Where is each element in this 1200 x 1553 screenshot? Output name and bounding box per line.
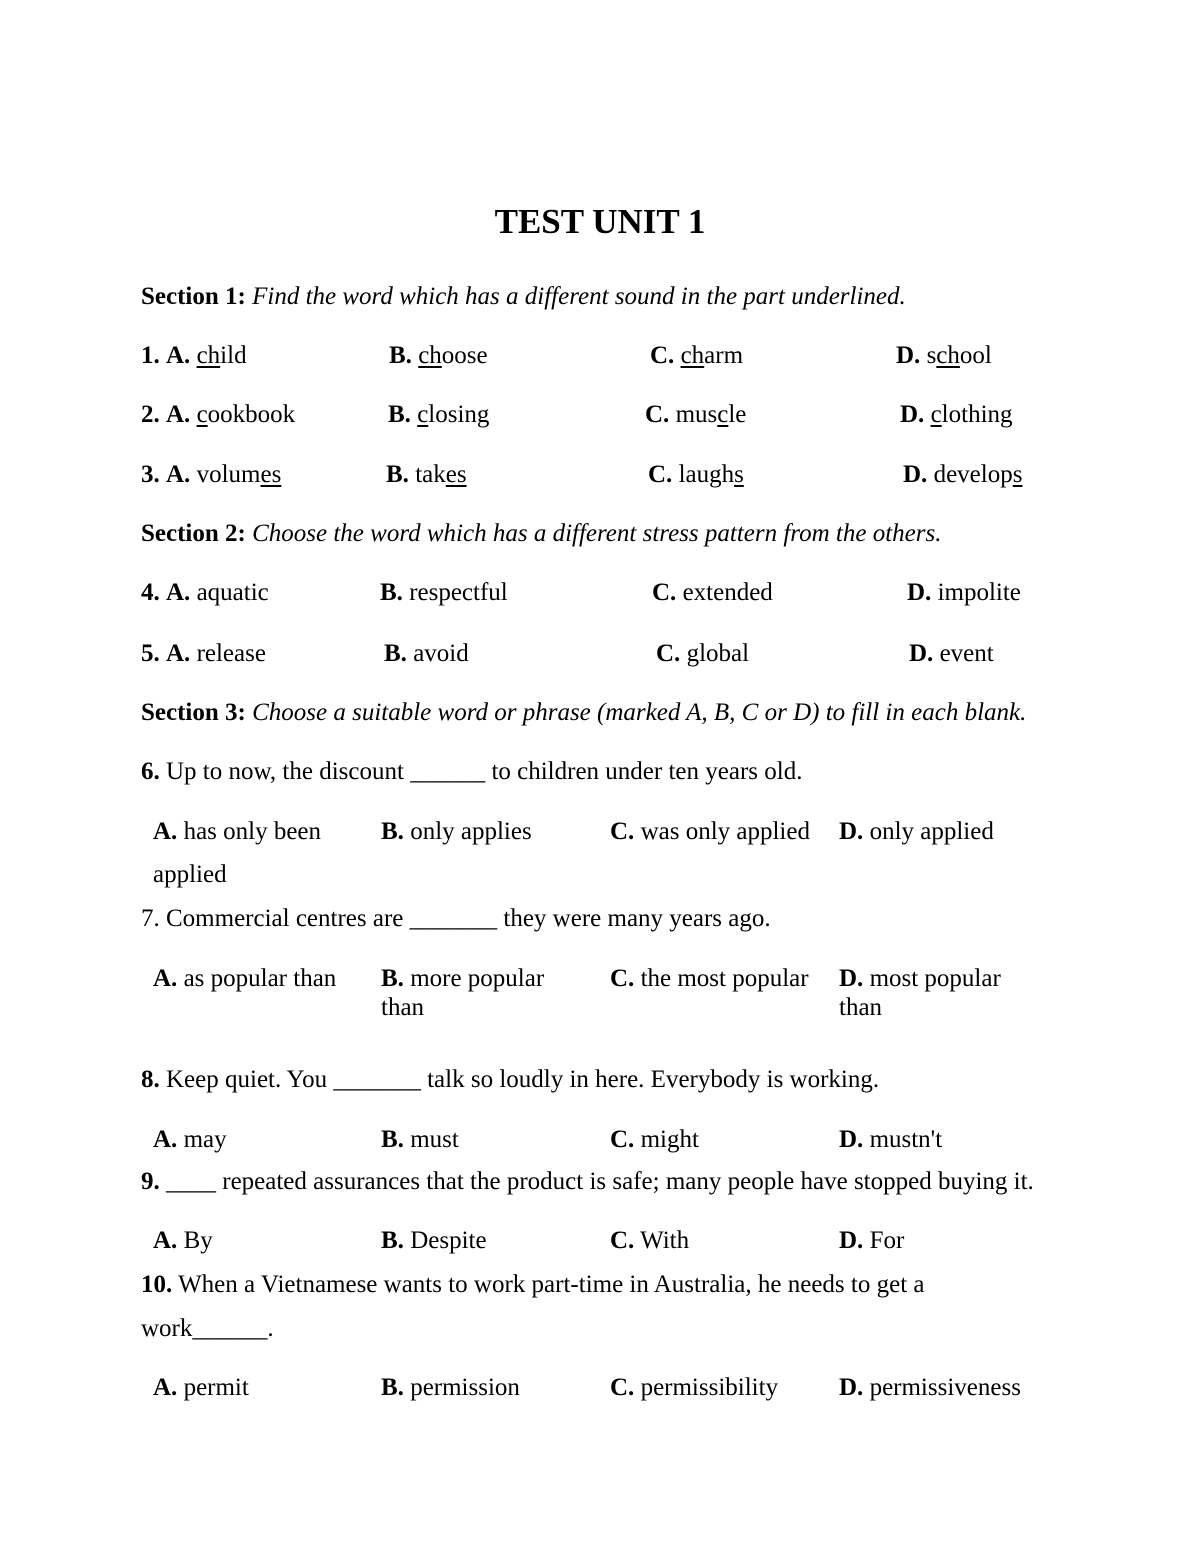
option-text: impolite bbox=[937, 579, 1021, 606]
question-9-option-c bbox=[610, 1227, 689, 1255]
question-1-option-d bbox=[896, 342, 992, 370]
section-label: Section 3: bbox=[141, 699, 246, 726]
option-letter: C. bbox=[656, 640, 681, 667]
question-2-option-b bbox=[388, 401, 489, 429]
option-letter: D. bbox=[839, 1227, 864, 1254]
option-text: By bbox=[183, 1227, 213, 1254]
page-title: TEST UNIT 1 bbox=[494, 202, 706, 241]
option-letter: D. bbox=[839, 818, 864, 845]
question-number: 10. bbox=[141, 1271, 173, 1298]
option-text: may bbox=[183, 1126, 227, 1153]
option-letter: B. bbox=[381, 818, 404, 845]
option-letter: A. bbox=[166, 342, 191, 369]
option-letter: A. bbox=[153, 965, 178, 992]
option-letter: C. bbox=[610, 1126, 635, 1153]
option-text: develop bbox=[933, 461, 1013, 488]
question-8-stem bbox=[141, 1066, 879, 1094]
option-letter: B. bbox=[384, 640, 407, 667]
question-6-option-b bbox=[381, 818, 532, 846]
option-letter: A. bbox=[166, 640, 191, 667]
question-9-option-b bbox=[381, 1227, 487, 1255]
question-number: 7. bbox=[141, 905, 160, 932]
option-letter: C. bbox=[650, 342, 675, 369]
question-text: Commercial centres are _______ they were many years ago. bbox=[166, 905, 771, 932]
question-5-option-a bbox=[141, 640, 266, 668]
option-letter: D. bbox=[839, 1374, 864, 1401]
question-text: Keep quiet. You _______ talk so loudly in here. Everybody is working. bbox=[166, 1066, 880, 1093]
question-10-stem-cont: work______. bbox=[141, 1315, 274, 1342]
question-6-option-a bbox=[153, 818, 321, 846]
question-9-stem bbox=[141, 1168, 1034, 1196]
question-number: 4. bbox=[141, 579, 160, 606]
option-text: permissiveness bbox=[869, 1374, 1021, 1401]
underlined-part: ch bbox=[680, 342, 705, 369]
question-1-option-a bbox=[141, 342, 247, 370]
underlined-part: ch bbox=[196, 342, 221, 369]
option-letter: B. bbox=[381, 1227, 404, 1254]
option-text: volum bbox=[196, 461, 261, 488]
option-text: losing bbox=[428, 401, 490, 428]
option-letter: A. bbox=[166, 579, 191, 606]
section-3-heading bbox=[141, 699, 1026, 727]
question-10-option-b bbox=[381, 1374, 520, 1402]
option-text: extended bbox=[682, 579, 773, 606]
question-5-option-b bbox=[384, 640, 469, 668]
question-7-stem bbox=[141, 905, 771, 933]
option-text: only applied bbox=[869, 818, 994, 845]
option-text: must bbox=[410, 1126, 459, 1153]
question-6-option-a-cont: applied bbox=[153, 861, 227, 888]
option-text: ookbook bbox=[207, 401, 296, 428]
question-4-option-d bbox=[907, 579, 1021, 607]
underlined-part: ch bbox=[418, 342, 442, 369]
question-5-option-c bbox=[656, 640, 749, 668]
question-number: 8. bbox=[141, 1066, 160, 1093]
option-letter: C. bbox=[610, 965, 635, 992]
question-text: When a Vietnamese wants to work part-time in Australia, he needs to get a bbox=[178, 1271, 925, 1298]
option-text: ild bbox=[220, 342, 247, 369]
question-9-option-a bbox=[153, 1227, 213, 1255]
option-letter: B. bbox=[386, 461, 409, 488]
underlined-part: c bbox=[417, 401, 429, 428]
option-text: permissibility bbox=[640, 1374, 779, 1401]
question-8-option-c bbox=[610, 1126, 699, 1154]
question-8-option-a bbox=[153, 1126, 227, 1154]
option-letter: C. bbox=[610, 1374, 635, 1401]
question-4-option-a bbox=[141, 579, 269, 607]
section-1-heading bbox=[141, 283, 906, 311]
option-letter: B. bbox=[380, 579, 403, 606]
option-text: permission bbox=[410, 1374, 520, 1401]
section-instruction: Choose the word which has a different stress pattern from the others. bbox=[252, 520, 942, 547]
question-10-option-c bbox=[610, 1374, 778, 1402]
option-text: lothing bbox=[941, 401, 1013, 428]
question-4-option-c bbox=[652, 579, 773, 607]
question-3-option-d bbox=[903, 461, 1022, 489]
option-letter: D. bbox=[896, 342, 921, 369]
option-letter: A. bbox=[153, 1374, 178, 1401]
question-number: 1. bbox=[141, 342, 160, 369]
option-text: aquatic bbox=[196, 579, 269, 606]
option-text: laugh bbox=[678, 461, 735, 488]
section-2-heading bbox=[141, 520, 941, 548]
question-2-option-c bbox=[645, 401, 746, 429]
section-label: Section 1: bbox=[141, 283, 246, 310]
option-text: the most popular bbox=[640, 965, 809, 992]
option-letter: A. bbox=[153, 818, 178, 845]
option-text: mustn't bbox=[869, 1126, 943, 1153]
question-number: 3. bbox=[141, 461, 160, 488]
option-text: mus bbox=[675, 401, 718, 428]
option-text: was only applied bbox=[640, 818, 810, 845]
question-2-option-d bbox=[900, 401, 1013, 429]
option-text: respectful bbox=[409, 579, 508, 606]
option-letter: C. bbox=[648, 461, 673, 488]
option-letter: D. bbox=[903, 461, 928, 488]
underlined-part: c bbox=[196, 401, 208, 428]
question-number: 6. bbox=[141, 758, 160, 785]
question-3-option-c bbox=[648, 461, 744, 489]
option-text: arm bbox=[704, 342, 744, 369]
option-letter: B. bbox=[381, 1126, 404, 1153]
option-text: only applies bbox=[410, 818, 532, 845]
question-10-option-d bbox=[839, 1374, 1021, 1402]
option-letter: B. bbox=[388, 401, 411, 428]
question-3-option-b bbox=[386, 461, 467, 489]
question-3-option-a bbox=[141, 461, 281, 489]
option-letter: C. bbox=[610, 1227, 635, 1254]
question-7-option-b bbox=[381, 965, 544, 993]
question-7-option-c bbox=[610, 965, 809, 993]
option-text: event bbox=[939, 640, 994, 667]
option-text: global bbox=[686, 640, 750, 667]
section-instruction: Choose a suitable word or phrase (marked A, B, C or D) to fill in each blank. bbox=[252, 699, 1027, 726]
question-10-stem bbox=[141, 1271, 925, 1299]
option-text: as popular than bbox=[183, 965, 337, 992]
option-text: Despite bbox=[410, 1227, 487, 1254]
section-instruction: Find the word which has a different sound in the part underlined. bbox=[252, 283, 906, 310]
question-1-option-b bbox=[389, 342, 488, 370]
question-9-option-d bbox=[839, 1227, 904, 1255]
question-number: 2. bbox=[141, 401, 160, 428]
option-text: release bbox=[196, 640, 266, 667]
option-text: might bbox=[640, 1126, 699, 1153]
question-number: 5. bbox=[141, 640, 160, 667]
option-letter: B. bbox=[381, 1374, 404, 1401]
underlined-part: s bbox=[734, 461, 744, 488]
option-text: avoid bbox=[413, 640, 469, 667]
option-text: most popular bbox=[869, 965, 1001, 992]
option-text: oose bbox=[441, 342, 488, 369]
question-6-stem bbox=[141, 758, 802, 786]
option-letter: A. bbox=[153, 1227, 178, 1254]
question-7-option-a bbox=[153, 965, 336, 993]
question-8-option-d bbox=[839, 1126, 942, 1154]
question-7-option-b-cont: than bbox=[381, 994, 425, 1021]
option-letter: A. bbox=[166, 461, 191, 488]
question-7-option-d bbox=[839, 965, 1001, 993]
underlined-part: es bbox=[445, 461, 467, 488]
option-text: With bbox=[640, 1227, 690, 1254]
option-text: ool bbox=[959, 342, 992, 369]
question-4-option-b bbox=[380, 579, 508, 607]
option-letter: D. bbox=[907, 579, 932, 606]
option-letter: D. bbox=[839, 1126, 864, 1153]
question-6-option-d bbox=[839, 818, 994, 846]
option-letter: B. bbox=[389, 342, 412, 369]
option-letter: D. bbox=[909, 640, 934, 667]
underlined-part: ch bbox=[936, 342, 960, 369]
question-6-option-c bbox=[610, 818, 810, 846]
option-letter: C. bbox=[610, 818, 635, 845]
option-text: For bbox=[869, 1227, 905, 1254]
underlined-part: c bbox=[717, 401, 729, 428]
underlined-part: es bbox=[260, 461, 282, 488]
question-2-option-a bbox=[141, 401, 295, 429]
option-text: s bbox=[926, 342, 937, 369]
question-8-option-b bbox=[381, 1126, 459, 1154]
question-7-option-d-cont: than bbox=[839, 994, 883, 1021]
question-number: 9. bbox=[141, 1168, 160, 1195]
option-text: le bbox=[728, 401, 747, 428]
option-letter: D. bbox=[900, 401, 925, 428]
option-text: has only been bbox=[183, 818, 322, 845]
question-1-option-c bbox=[650, 342, 743, 370]
option-letter: C. bbox=[652, 579, 677, 606]
option-letter: A. bbox=[153, 1126, 178, 1153]
option-letter: C. bbox=[645, 401, 670, 428]
question-text: ____ repeated assurances that the product is safe; many people have stopped buying it. bbox=[166, 1168, 1034, 1195]
question-10-option-a bbox=[153, 1374, 249, 1402]
underlined-part: s bbox=[1012, 461, 1023, 488]
section-label: Section 2: bbox=[141, 520, 246, 547]
underlined-part: c bbox=[930, 401, 942, 428]
option-letter: B. bbox=[381, 965, 404, 992]
option-text: permit bbox=[183, 1374, 249, 1401]
option-text: more popular bbox=[410, 965, 545, 992]
option-letter: D. bbox=[839, 965, 864, 992]
option-text: tak bbox=[415, 461, 446, 488]
option-letter: A. bbox=[166, 401, 191, 428]
question-text: Up to now, the discount ______ to children under ten years old. bbox=[166, 758, 803, 785]
question-5-option-d bbox=[909, 640, 994, 668]
